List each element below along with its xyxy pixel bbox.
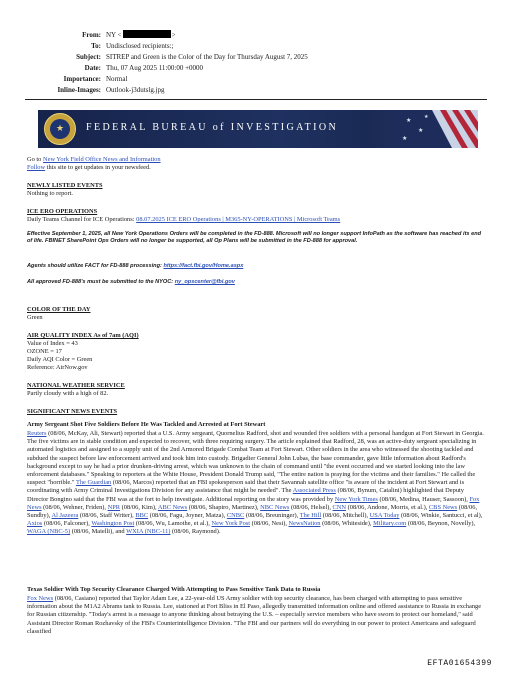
fbi-banner bbox=[38, 110, 478, 148]
story-1-body bbox=[27, 430, 485, 537]
redaction-box bbox=[123, 30, 171, 38]
date-value: Thu, 07 Aug 2025 11:00:00 +0000 bbox=[106, 64, 204, 72]
header-divider bbox=[25, 99, 487, 100]
from-value-suffix: > bbox=[171, 31, 176, 39]
intro-line-1 bbox=[27, 156, 161, 164]
story-text: (08/06, Falconer), bbox=[42, 520, 92, 528]
svg-text:★: ★ bbox=[406, 118, 412, 124]
source-link[interactable]: NPR bbox=[107, 503, 121, 511]
story-text: (08/06, Maielli), and bbox=[70, 528, 127, 536]
source-link[interactable]: The Hill bbox=[299, 512, 322, 520]
story-text: (08/06, Wu, Lamothe, et al.), bbox=[134, 520, 212, 528]
source-link[interactable]: WAGA (NBC-5) bbox=[27, 528, 71, 536]
goto-text: Go to bbox=[27, 156, 42, 163]
ice-notice-1: Effective September 1, 2025, all New York Operations Orders will be completed in the FD-888. Microsoft will no longer support InfoPath as the software has reached its end of life. FBINET SharePoint Ops Orders will no longer be supported, all Op Plans will be submitted in the FD-888 for approval. bbox=[27, 231, 482, 244]
ice-notice-3-text: All approved FD-888's must be submitted to the NYOC: bbox=[27, 279, 174, 285]
source-link[interactable]: Axios bbox=[27, 520, 43, 528]
story-text: (08/06, Helsel), bbox=[289, 503, 333, 511]
inline-images-value: Outlook-j3dutslg.jpg bbox=[106, 86, 165, 94]
inline-images-row bbox=[0, 85, 512, 96]
source-link[interactable]: Reuters bbox=[27, 430, 47, 437]
source-link[interactable]: Associated Press bbox=[292, 487, 336, 495]
from-value bbox=[106, 30, 176, 41]
story-text: (08/06, Bynum, Catalini) highlighted that Deputy Director Bongino said that the FBI was at the fort to help investigate. Additional reporting on the story was provided by bbox=[27, 487, 464, 503]
aqi-line-1: Value of Index = 43 bbox=[27, 340, 78, 347]
news-heading: SIGNIFICANT NEWS EVENTS bbox=[27, 408, 118, 415]
field-office-link[interactable]: New York Field Office News and Information bbox=[43, 156, 161, 163]
color-of-day-value: Green bbox=[27, 314, 43, 321]
source-link[interactable]: NewsNation bbox=[288, 520, 321, 528]
date-row bbox=[0, 63, 512, 74]
source-link[interactable]: The Guardian bbox=[75, 479, 112, 487]
story-text: (08/06, Casiano) reported that Taylor Adam Lee, a 22-year-old US Army soldier with top security clearance, has been charged with attempting to pass sensitive information about the M1A2 Abrams tank to Russia. Lee, stationed at Fort Bliss in El Paso, allegedly transmitted information online and offered assistance to Russia in exchange for Russian citizenship. "Today's arrest is a message to anyone thinking about betraying the U.S. – especially service members who have sworn to protect our homeland," said Assistant Director Roman Rozhavsky of the FBI's Counterintelligence Division. "The FBI and our partners will do everything in our power to protect Americans and safeguard classified bbox=[27, 595, 482, 635]
aqi-line-2: OZONE = 17 bbox=[27, 348, 62, 355]
weather-text: Partly cloudy with a high of 82. bbox=[27, 390, 109, 397]
story-2-body bbox=[27, 595, 485, 636]
story-text: (08/06, Winkie, Santucci, et al), bbox=[399, 512, 483, 520]
source-link[interactable]: CBS News bbox=[428, 503, 458, 511]
story-text: (08/06, McKay, Ali, Stewart) reported that a U.S. Army sergeant, Quornelius Radford, shot and wounded five soldiers with a personal handgun at Fort Stewart in Georgia. The five victims are in stable condition and expected to recover, with three requiring surgery. The article explained that Radford, 28, was an active-duty sergeant specializing in automated logistics and assigned to a supply unit of the 2nd Armored Brigade Combat Team at Fort Stewart. Other soldiers in the area who witnessed the shooting tackled and subdued the suspect before law enforcement arrived and took him into custody. Brigadier General John Lubas, the base commander, gave little information about Radford's background except to say he had a prior drunken-driving arrest, which was unknown to the chain of command until "the event occurred and we started looking into the law enforcement databases." Speaking to reporters at the White House, President Donald Trump said, "The entire nation is praying for the victims and their families." He called the suspect "horrible." bbox=[27, 430, 484, 487]
ice-channel-line bbox=[27, 216, 340, 224]
story-text: (08/06, Medina, Hauser, Sassoon), bbox=[377, 495, 470, 503]
source-link[interactable]: Fox News bbox=[27, 495, 480, 511]
inline-images-label: Inline-Images: bbox=[57, 86, 101, 94]
banner-title: FEDERAL BUREAU of INVESTIGATION bbox=[86, 122, 339, 133]
ice-channel-link[interactable]: 08.07.2025 ICE ERO Operations | M365-NY-OPERATIONS | Microsoft Teams bbox=[136, 216, 341, 223]
source-link[interactable]: NBC News bbox=[260, 503, 290, 511]
source-link[interactable]: New York Times bbox=[334, 495, 378, 503]
story-1-title: Army Sergeant Shot Five Soldiers Before He Was Tackled and Arrested at Fort Stewart bbox=[27, 421, 266, 428]
date-label: Date: bbox=[84, 64, 101, 72]
from-value-prefix: NY < bbox=[106, 31, 122, 39]
source-link[interactable]: New York Post bbox=[211, 520, 251, 528]
newly-listed-heading: NEWLY LISTED EVENTS bbox=[27, 182, 103, 189]
color-of-day-heading: COLOR OF THE DAY bbox=[27, 306, 91, 313]
source-link[interactable]: BBC bbox=[135, 512, 149, 520]
ice-notice-2-text: Agents should utilize FACT for FD-888 processing: bbox=[27, 263, 162, 269]
source-link[interactable]: Fox News bbox=[27, 595, 54, 602]
story-text: (08/06, Beynon, Novelly), bbox=[406, 520, 476, 528]
story-text: (08/06, Shapiro, Martinez), bbox=[187, 503, 261, 511]
story-text: (08/06, Mitchell), bbox=[321, 512, 370, 520]
aqi-line-3: Daily AQI Color = Green bbox=[27, 356, 93, 363]
story-text: (08/06, Whiteside), bbox=[320, 520, 374, 528]
aqi-heading: AIR QUALITY INDEX As of 7am (AQI) bbox=[27, 332, 139, 339]
fbi-seal-icon: ★ bbox=[44, 113, 76, 145]
source-link[interactable]: Al Jazeera bbox=[51, 512, 79, 520]
source-link[interactable]: ABC News bbox=[157, 503, 188, 511]
story-text: (08/06, Staff Writer), bbox=[78, 512, 136, 520]
email-header bbox=[0, 30, 512, 96]
fact-link[interactable]: https://fact.fbi.gov/Home.aspx bbox=[163, 263, 244, 269]
importance-value: Normal bbox=[106, 75, 128, 83]
source-link[interactable]: WXIA (NBC-11) bbox=[126, 528, 171, 536]
from-label: From: bbox=[82, 31, 101, 39]
aqi-line-4: Reference: AirNow.gov bbox=[27, 364, 88, 371]
story-text: (08/06, Marcos) reported that an FBI spokesperson said that their Savannah satellite office "is aware of the incident at Fort Stewart and is coordinating with Army Criminal Investigations Division for any assistance that might be needed". The bbox=[27, 479, 465, 495]
story-text: (08/06, Fagu, Joyner, Matza), bbox=[148, 512, 227, 520]
svg-text:★: ★ bbox=[424, 115, 429, 120]
subject-label: Subject: bbox=[76, 53, 101, 61]
story-text: (08/06, Andone, Morris, et al.), bbox=[346, 503, 429, 511]
source-link[interactable]: USA Today bbox=[369, 512, 400, 520]
ice-notice-2 bbox=[27, 263, 243, 270]
story-2-title: Texas Soldier With Top Security Clearance Charged With Attempting to Pass Sensitive Tank Data to Russia bbox=[27, 586, 321, 593]
source-link[interactable]: CNN bbox=[332, 503, 347, 511]
document-id: EFTA01654399 bbox=[427, 659, 492, 668]
story-text: (08/06, Wehner, Friden), bbox=[41, 503, 108, 511]
story-text: (08/06, Raymond). bbox=[170, 528, 221, 536]
ice-heading: ICE ERO OPERATIONS bbox=[27, 208, 98, 215]
svg-text:★: ★ bbox=[402, 136, 408, 142]
source-link[interactable]: CNBC bbox=[226, 512, 245, 520]
follow-rest-text: this site to get updates in your newsfeed. bbox=[46, 164, 151, 171]
follow-link[interactable]: Follow bbox=[27, 164, 46, 171]
story-text: (08/06, Sundby), bbox=[27, 503, 478, 520]
intro-line-2 bbox=[27, 164, 151, 172]
subject-row bbox=[0, 52, 512, 63]
from-row bbox=[0, 30, 512, 41]
newly-listed-text: Nothing to report. bbox=[27, 190, 73, 197]
to-row bbox=[0, 41, 512, 52]
story-text: (08/06, Breuninger), bbox=[244, 512, 300, 520]
flag-icon bbox=[392, 110, 478, 148]
story-text: (08/06, Nesi), bbox=[250, 520, 289, 528]
to-value: Undisclosed recipients:; bbox=[106, 42, 174, 50]
source-link[interactable]: Military.com bbox=[373, 520, 407, 528]
source-link[interactable]: Washington Post bbox=[91, 520, 135, 528]
svg-text:★: ★ bbox=[418, 128, 424, 134]
ice-channel-text: Daily Teams Channel for ICE Operations: bbox=[27, 216, 135, 223]
importance-row bbox=[0, 74, 512, 85]
nyoc-email-link[interactable]: ny_opscenter@fbi.gov bbox=[174, 279, 235, 285]
story-text: (08/06, Kim), bbox=[120, 503, 158, 511]
subject-value: SITREP and Green is the Color of the Day for Thursday August 7, 2025 bbox=[106, 53, 308, 61]
importance-label: Importance: bbox=[63, 75, 101, 83]
weather-heading: NATIONAL WEATHER SERVICE bbox=[27, 382, 125, 389]
to-label: To: bbox=[91, 42, 101, 50]
ice-notice-3 bbox=[27, 279, 235, 286]
